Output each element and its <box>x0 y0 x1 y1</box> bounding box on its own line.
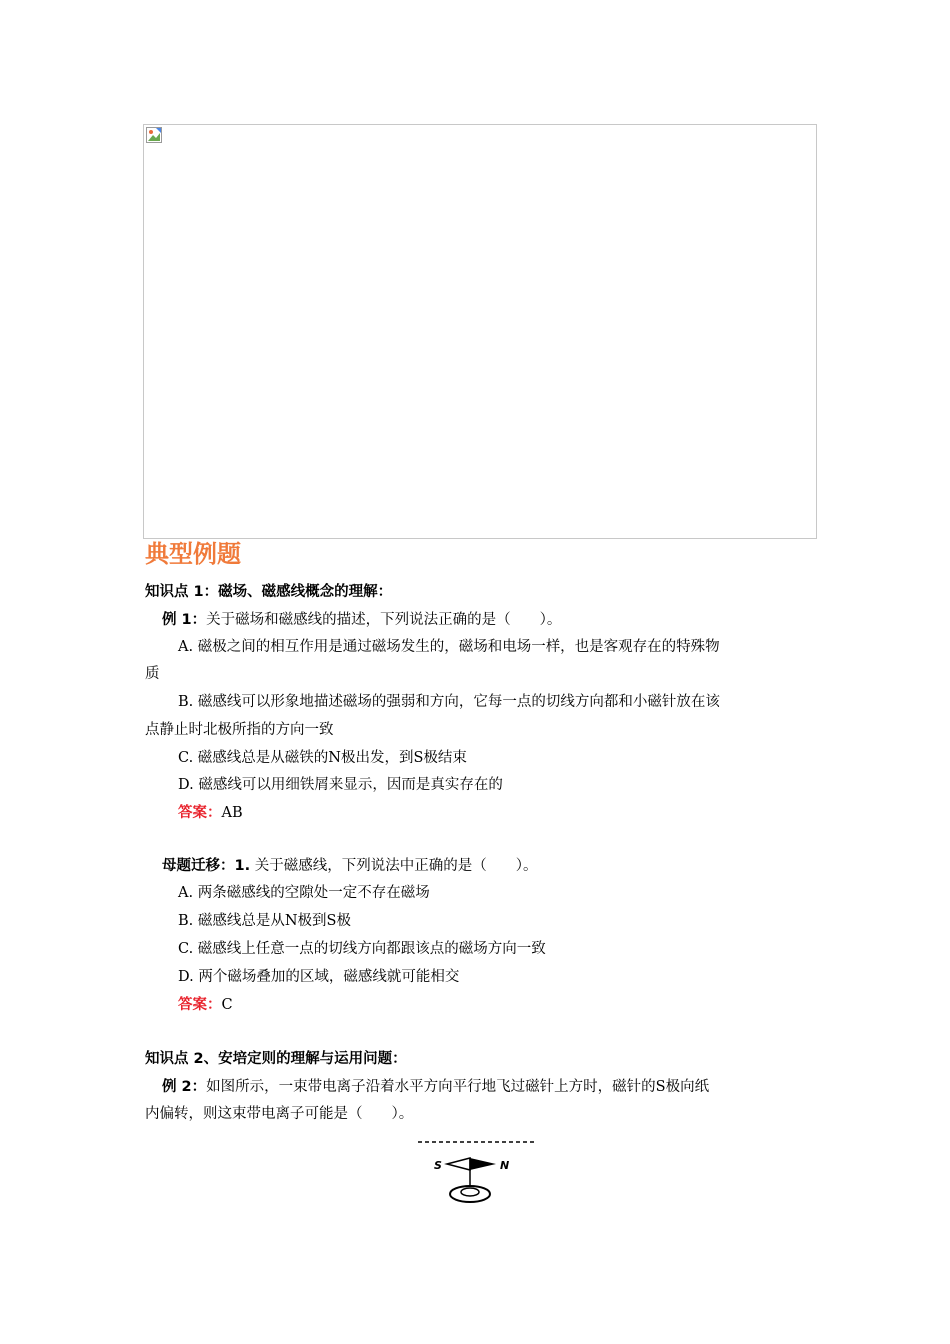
example-1-option-b-line2: 点静止时北极所指的方向一致 <box>145 722 334 738</box>
s-pole-label: S <box>434 1159 442 1172</box>
transfer-option-c: C. 磁感线上任意一点的切线方向都跟该点的磁场方向一致 <box>178 941 546 957</box>
answer-value: C <box>221 997 233 1013</box>
example-2-stem-line1 <box>162 1077 709 1097</box>
answer-label: 答案： <box>178 805 222 821</box>
example-2-question: 如图所示，一束带电离子沿着水平方向平行地飞过磁针上方时，磁针的S极向纸 <box>206 1079 710 1095</box>
transfer-question-stem <box>162 856 537 876</box>
example-1-option-b-line1: B. 磁感线可以形象地描述磁场的强弱和方向，它每一点的切线方向都和小磁针放在该 <box>178 694 720 710</box>
answer-value: AB <box>221 805 243 821</box>
example-1-stem <box>162 610 561 630</box>
transfer-option-a: A. 两条磁感线的空隙处一定不存在磁场 <box>178 885 430 901</box>
example-2-stem-line2: 内偏转，则这束带电离子可能是（ ）。 <box>145 1106 414 1122</box>
n-pole-label: N <box>500 1159 510 1172</box>
example-1-option-c: C. 磁感线总是从磁铁的N极出发，到S极结束 <box>178 750 467 766</box>
transfer-label: 母题迁移：1. <box>162 858 251 874</box>
transfer-option-b: B. 磁感线总是从N极到S极 <box>178 913 351 929</box>
transfer-question: 关于磁感线，下列说法中正确的是（ ）。 <box>250 858 538 874</box>
transfer-option-d: D. 两个磁场叠加的区域，磁感线就可能相交 <box>178 969 460 985</box>
example-1-question: 关于磁场和磁感线的描述，下列说法正确的是（ ）。 <box>206 612 562 628</box>
knowledge-point-2-title: 知识点 2、安培定则的理解与运用问题： <box>145 1051 407 1067</box>
embedded-image-placeholder <box>143 124 817 539</box>
transfer-answer <box>178 995 233 1015</box>
needle-n-half <box>470 1158 496 1170</box>
example-2-label: 例 2： <box>162 1079 207 1095</box>
example-1-option-a-line2: 质 <box>145 666 160 682</box>
example-1-option-a-line1: A. 磁极之间的相互作用是通过磁场发生的，磁场和电场一样，也是客观存在的特殊物 <box>178 639 720 655</box>
needle-s-half <box>447 1158 470 1170</box>
broken-image-icon <box>146 127 162 143</box>
compass-needle-figure <box>412 1134 542 1210</box>
answer-label: 答案： <box>178 997 222 1013</box>
example-1-label: 例 1： <box>162 612 207 628</box>
example-1-option-d: D. 磁感线可以用细铁屑来显示，因而是真实存在的 <box>178 777 503 793</box>
section-heading: 典型例题 <box>145 540 241 568</box>
example-1-answer <box>178 803 243 823</box>
knowledge-point-1-title: 知识点 1：磁场、磁感线概念的理解： <box>145 584 393 600</box>
